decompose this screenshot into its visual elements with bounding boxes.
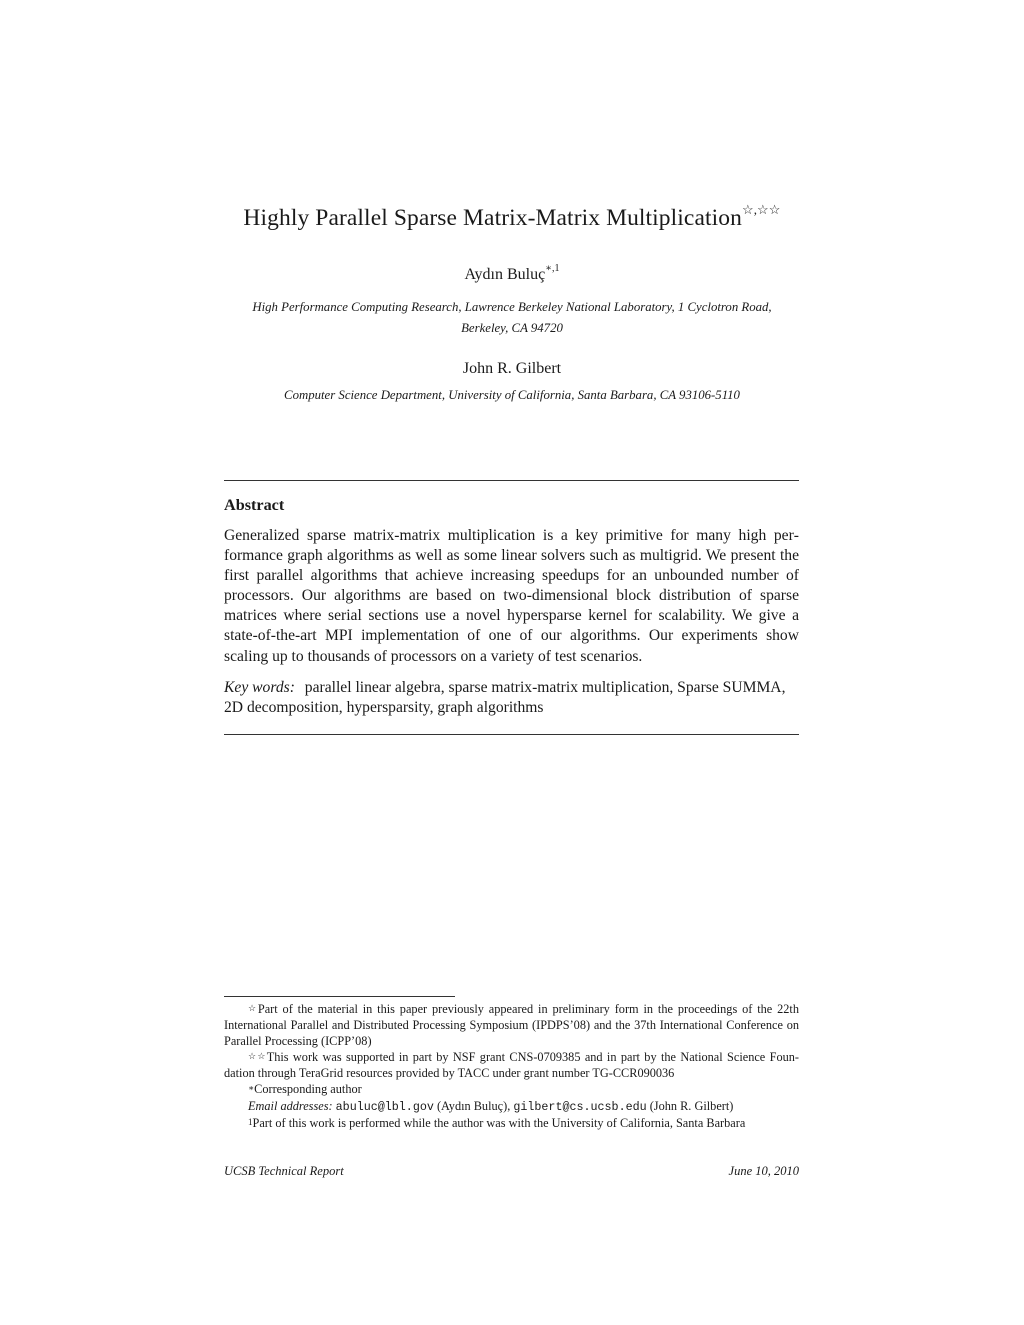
paper-title [0, 202, 1024, 232]
footnote-4-mark: 1 [248, 1116, 253, 1127]
footnote-3 [224, 1081, 799, 1097]
abstract-bottom-rule [224, 734, 799, 735]
footnote-emails [224, 1098, 799, 1115]
footnote-rule [224, 996, 455, 997]
keywords-text: parallel linear algebra, sparse matrix-matrix multiplication, Sparse SUMMA, 2D decomposition, hypersparsity, graph algorithms [224, 679, 786, 717]
affiliation1-line2: Berkeley, CA 94720 [461, 321, 563, 335]
footer-report-name: UCSB Technical Report [224, 1164, 344, 1178]
keywords [224, 678, 799, 718]
footnote-2-mark: ☆☆ [248, 1051, 267, 1062]
footnote-4 [224, 1115, 799, 1131]
footnote-1-mark: ☆ [248, 1003, 258, 1013]
footnote-4-text: Part of this work is performed while the author was with the University of California, Santa Barbara [252, 1115, 746, 1130]
footnote-1 [224, 1001, 799, 1049]
email-label: Email addresses: [248, 1098, 333, 1113]
email-link[interactable]: abuluc@lbl.gov [335, 1099, 434, 1114]
title-text: Highly Parallel Sparse Matrix-Matrix Multiplication [243, 205, 742, 231]
title-footnote-marks: ☆,☆☆ [741, 202, 781, 217]
footer-date: June 10, 2010 [728, 1164, 799, 1178]
author-affiliation [0, 297, 1024, 339]
author-affiliation: Computer Science Department, University of California, Santa Barbara, CA 93106-5110 [284, 388, 740, 402]
footnote-2-text: This work was supported in part by NSF grant CNS-0709385 and in part by the National Science Foundation through TeraGrid resources provided by TACC under grant number TG-CCR090036 [224, 1050, 800, 1081]
email-owner: (John R. Gilbert) [649, 1098, 734, 1113]
abstract-heading: Abstract [224, 496, 285, 514]
footnotes [224, 1001, 799, 1131]
footnote-1-text: Part of the material in this paper previously appeared in preliminary form in the proceedings of the 22th International Parallel and Distributed Processing Symposium (IPDPS’08) and the 37th International Conference on Parallel Processing (ICPP’08) [224, 1002, 799, 1049]
author-name: John R. Gilbert [462, 360, 562, 377]
footnote-3-mark: ∗ [248, 1083, 255, 1094]
footnote-2 [224, 1049, 799, 1081]
abstract-top-rule [224, 480, 799, 481]
author-name [0, 263, 1024, 284]
email-owner: (Aydın Buluç), [436, 1098, 511, 1113]
abstract-body: Generalized sparse matrix-matrix multiplication is a key primitive for many high performance graph algorithms as well as some linear solvers such as multigrid. We present the first parallel algorithms that achieve increasing speedups for an unbounded number of processors. Our algorithms are based on two-dimensional block distribution of sparse matrices where serial sections use a novel hypersparse kernel for scalability. We give a state-of-the-art MPI implementation of one of our algorithms. Our experiments show scaling up to thousands of processors on a variety of test scenarios. [224, 527, 799, 665]
author1-marks: ∗,1 [545, 263, 560, 274]
affiliation1-line1: High Performance Computing Research, Lawrence Berkeley National Laboratory, 1 Cyclotron Road, [252, 300, 772, 314]
footnote-3-text: Corresponding author [254, 1082, 362, 1097]
author1-name: Aydın Buluç [464, 266, 546, 283]
email-link[interactable]: gilbert@cs.ucsb.edu [513, 1099, 647, 1114]
keywords-label: Key words: [224, 679, 295, 696]
